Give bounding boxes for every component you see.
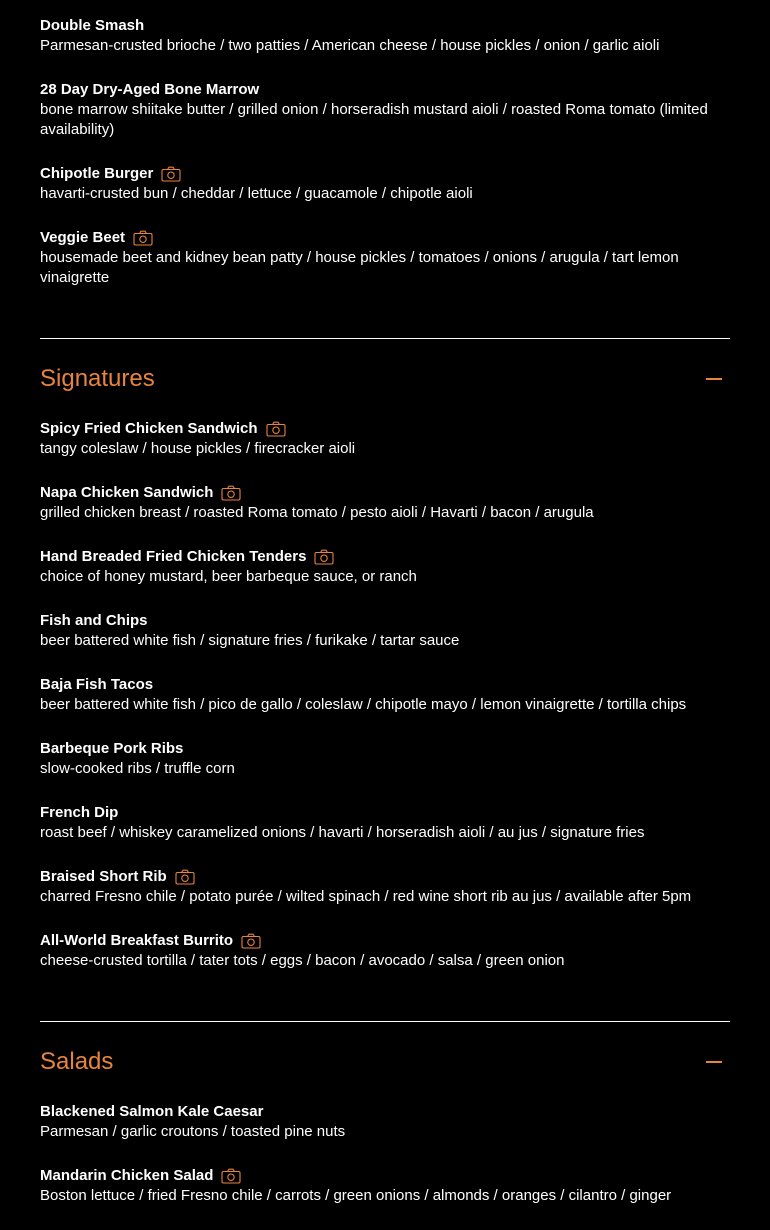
salads-header[interactable] [40, 1022, 730, 1102]
menu-item-name: 28 Day Dry-Aged Bone Marrow [40, 81, 260, 98]
camera-icon[interactable] [175, 869, 195, 885]
menu-item-name: Fish and Chips [40, 612, 148, 629]
menu-item-name: Baja Fish Tacos [40, 676, 154, 693]
menu-item-name: Veggie Beet [40, 229, 126, 246]
camera-icon[interactable] [133, 230, 153, 246]
menu-content [40, 16, 730, 1230]
menu-item [40, 547, 730, 587]
menu-item-name: Double Smash [40, 17, 145, 34]
camera-icon[interactable] [241, 933, 261, 949]
signatures-list [40, 419, 730, 971]
menu-item-name-row [40, 803, 730, 823]
menu-item-description: housemade beet and kidney bean patty / house pickles / tomatoes / onions / arugula / tart lemon vinaigrette [40, 249, 679, 286]
menu-item-name-row [40, 675, 730, 695]
menu-item-name-row [40, 931, 730, 951]
menu-item [40, 739, 730, 779]
menu-item-name: Barbeque Pork Ribs [40, 740, 184, 757]
menu-item [40, 16, 730, 56]
menu-item [40, 1166, 730, 1206]
collapse-minus-icon[interactable] [706, 378, 722, 380]
menu-item-description: choice of honey mustard, beer barbeque sauce, or ranch [40, 568, 417, 585]
menu-item-description: havarti-crusted bun / cheddar / lettuce / guacamole / chipotle aioli [40, 185, 473, 202]
menu-item-name-row [40, 739, 730, 759]
camera-icon[interactable] [314, 549, 334, 565]
menu-item-description: Boston lettuce / fried Fresno chile / carrots / green onions / almonds / oranges / cilantro / ginger [40, 1187, 672, 1204]
menu-item-name: Spicy Fried Chicken Sandwich [40, 420, 258, 437]
burgers-list [40, 16, 730, 288]
menu-item-name-row [40, 164, 730, 184]
menu-item [40, 164, 730, 204]
menu-item-description: roast beef / whiskey caramelized onions / havarti / horseradish aioli / au jus / signature fries [40, 824, 645, 841]
camera-icon[interactable] [266, 421, 286, 437]
menu-item-name-row [40, 1102, 730, 1122]
menu-item-name: All-World Breakfast Burrito [40, 932, 234, 949]
menu-item-name: Mandarin Chicken Salad [40, 1167, 214, 1184]
menu-item-name: Hand Breaded Fried Chicken Tenders [40, 548, 307, 565]
camera-icon[interactable] [161, 166, 181, 182]
menu-item-description: Parmesan / garlic croutons / toasted pine nuts [40, 1123, 346, 1140]
menu-item [40, 1102, 730, 1142]
menu-item-description: beer battered white fish / pico de gallo / coleslaw / chipotle mayo / lemon vinaigrette / tortilla chips [40, 696, 687, 713]
signatures-header[interactable] [40, 339, 730, 419]
collapse-minus-icon[interactable] [706, 1061, 722, 1063]
menu-item-description: tangy coleslaw / house pickles / firecracker aioli [40, 440, 356, 457]
menu-item [40, 228, 730, 288]
menu-item-name: Braised Short Rib [40, 868, 167, 885]
menu-item-name: Blackened Salmon Kale Caesar [40, 1103, 264, 1120]
menu-item-name-row [40, 547, 730, 567]
menu-item-name-row [40, 611, 730, 631]
menu-item-description: grilled chicken breast / roasted Roma tomato / pesto aioli / Havarti / bacon / arugula [40, 504, 594, 521]
menu-item-name-row [40, 483, 730, 503]
menu-item-description: bone marrow shiitake butter / grilled onion / horseradish mustard aioli / roasted Roma tomato (limited availability) [40, 101, 708, 138]
menu-item-name-row [40, 16, 730, 36]
menu-item [40, 803, 730, 843]
menu-item-description: beer battered white fish / signature fries / furikake / tartar sauce [40, 632, 460, 649]
menu-item [40, 931, 730, 971]
menu-item-name-row [40, 228, 730, 248]
menu-item [40, 867, 730, 907]
menu-item-name-row [40, 419, 730, 439]
menu-item-description: Parmesan-crusted brioche / two patties / American cheese / house pickles / onion / garlic aioli [40, 37, 660, 54]
menu-item-name: Chipotle Burger [40, 165, 154, 182]
menu-item [40, 611, 730, 651]
menu-item [40, 675, 730, 715]
menu-item-name-row [40, 1166, 730, 1186]
menu-item-name: French Dip [40, 804, 119, 821]
menu-item [40, 419, 730, 459]
menu-item-name-row [40, 867, 730, 887]
salads-list [40, 1102, 730, 1206]
menu-item-description: cheese-crusted tortilla / tater tots / eggs / bacon / avocado / salsa / green onion [40, 952, 565, 969]
camera-icon[interactable] [221, 485, 241, 501]
menu-item-description: charred Fresno chile / potato purée / wilted spinach / red wine short rib au jus / available after 5pm [40, 888, 692, 905]
section-title-salads: Salads [40, 1048, 114, 1075]
menu-item-description: slow-cooked ribs / truffle corn [40, 760, 235, 777]
menu-item [40, 483, 730, 523]
camera-icon[interactable] [221, 1168, 241, 1184]
menu-item-name: Napa Chicken Sandwich [40, 484, 214, 501]
section-title-signatures: Signatures [40, 365, 155, 392]
menu-item-name-row [40, 80, 730, 100]
menu-item [40, 80, 730, 140]
